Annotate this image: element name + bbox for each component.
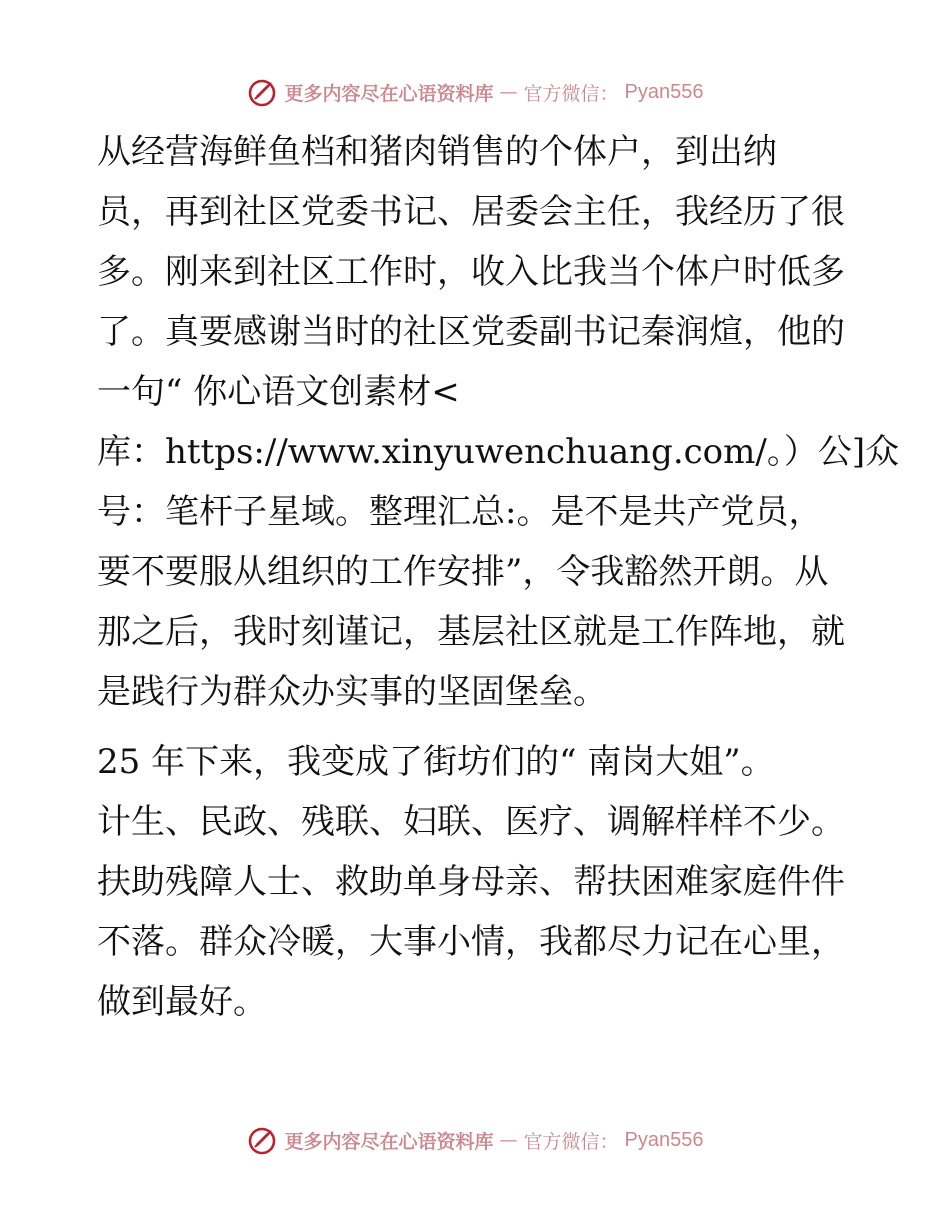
text-line: 了。真要感谢当时的社区党委副书记秦润煊，他的 [97,312,845,352]
text-line: 员，再到社区党委书记、居委会主任，我经历了很 [97,192,845,232]
footer-banner [0,1120,950,1160]
banner-main-text: 更多内容尽在心语资料库 [284,1130,494,1153]
banner-main-text: 更多内容尽在心语资料库 [284,82,494,105]
document-body [97,122,900,1032]
pen-nib-logo-icon [247,76,279,108]
paragraph-1 [97,122,900,722]
text-line: 是践行为群众办实事的坚固堡垒。 [97,672,607,712]
banner-wechat-id: Pyan556 [624,1128,704,1151]
banner-separator: — [499,81,518,103]
banner-separator: — [499,1129,518,1151]
banner-wechat-label: 官方微信： [523,1130,619,1153]
text-line: 不落。群众冷暖，大事小情，我都尽力记在心里， [97,922,845,962]
banner-wechat-id: Pyan556 [624,80,704,103]
text-line: 计生、民政、残联、妇联、医疗、调解样样不少。 [97,802,845,842]
header-banner [0,72,950,112]
banner-wechat-label: 官方微信： [523,82,619,105]
paragraph-2 [97,732,857,1032]
text-line: 号：笔杆子星域。整理汇总:。是不是共产党员， [97,492,823,532]
text-line: 多。刚来到社区工作时，收入比我当个体户时低多 [97,252,845,292]
text-line: 那之后，我时刻谨记，基层社区就是工作阵地，就 [97,612,845,652]
pen-nib-logo-icon [247,1124,279,1156]
text-line: 库：https://www.xinyuwenchuang.com/。）公]众 [97,432,900,472]
text-line: 一句“ 你心语文创素材< [97,372,460,412]
text-line: 从经营海鲜鱼档和猪肉销售的个体户，到出纳 [97,132,777,172]
text-line: 25 年下来，我变成了街坊们的“ 南岗大姐”。 [97,742,775,782]
text-line: 扶助残障人士、救助单身母亲、帮扶困难家庭件件 [97,862,845,902]
text-line: 要不要服从组织的工作安排”，令我豁然开朗。从 [97,552,829,592]
text-line: 做到最好。 [97,982,267,1022]
